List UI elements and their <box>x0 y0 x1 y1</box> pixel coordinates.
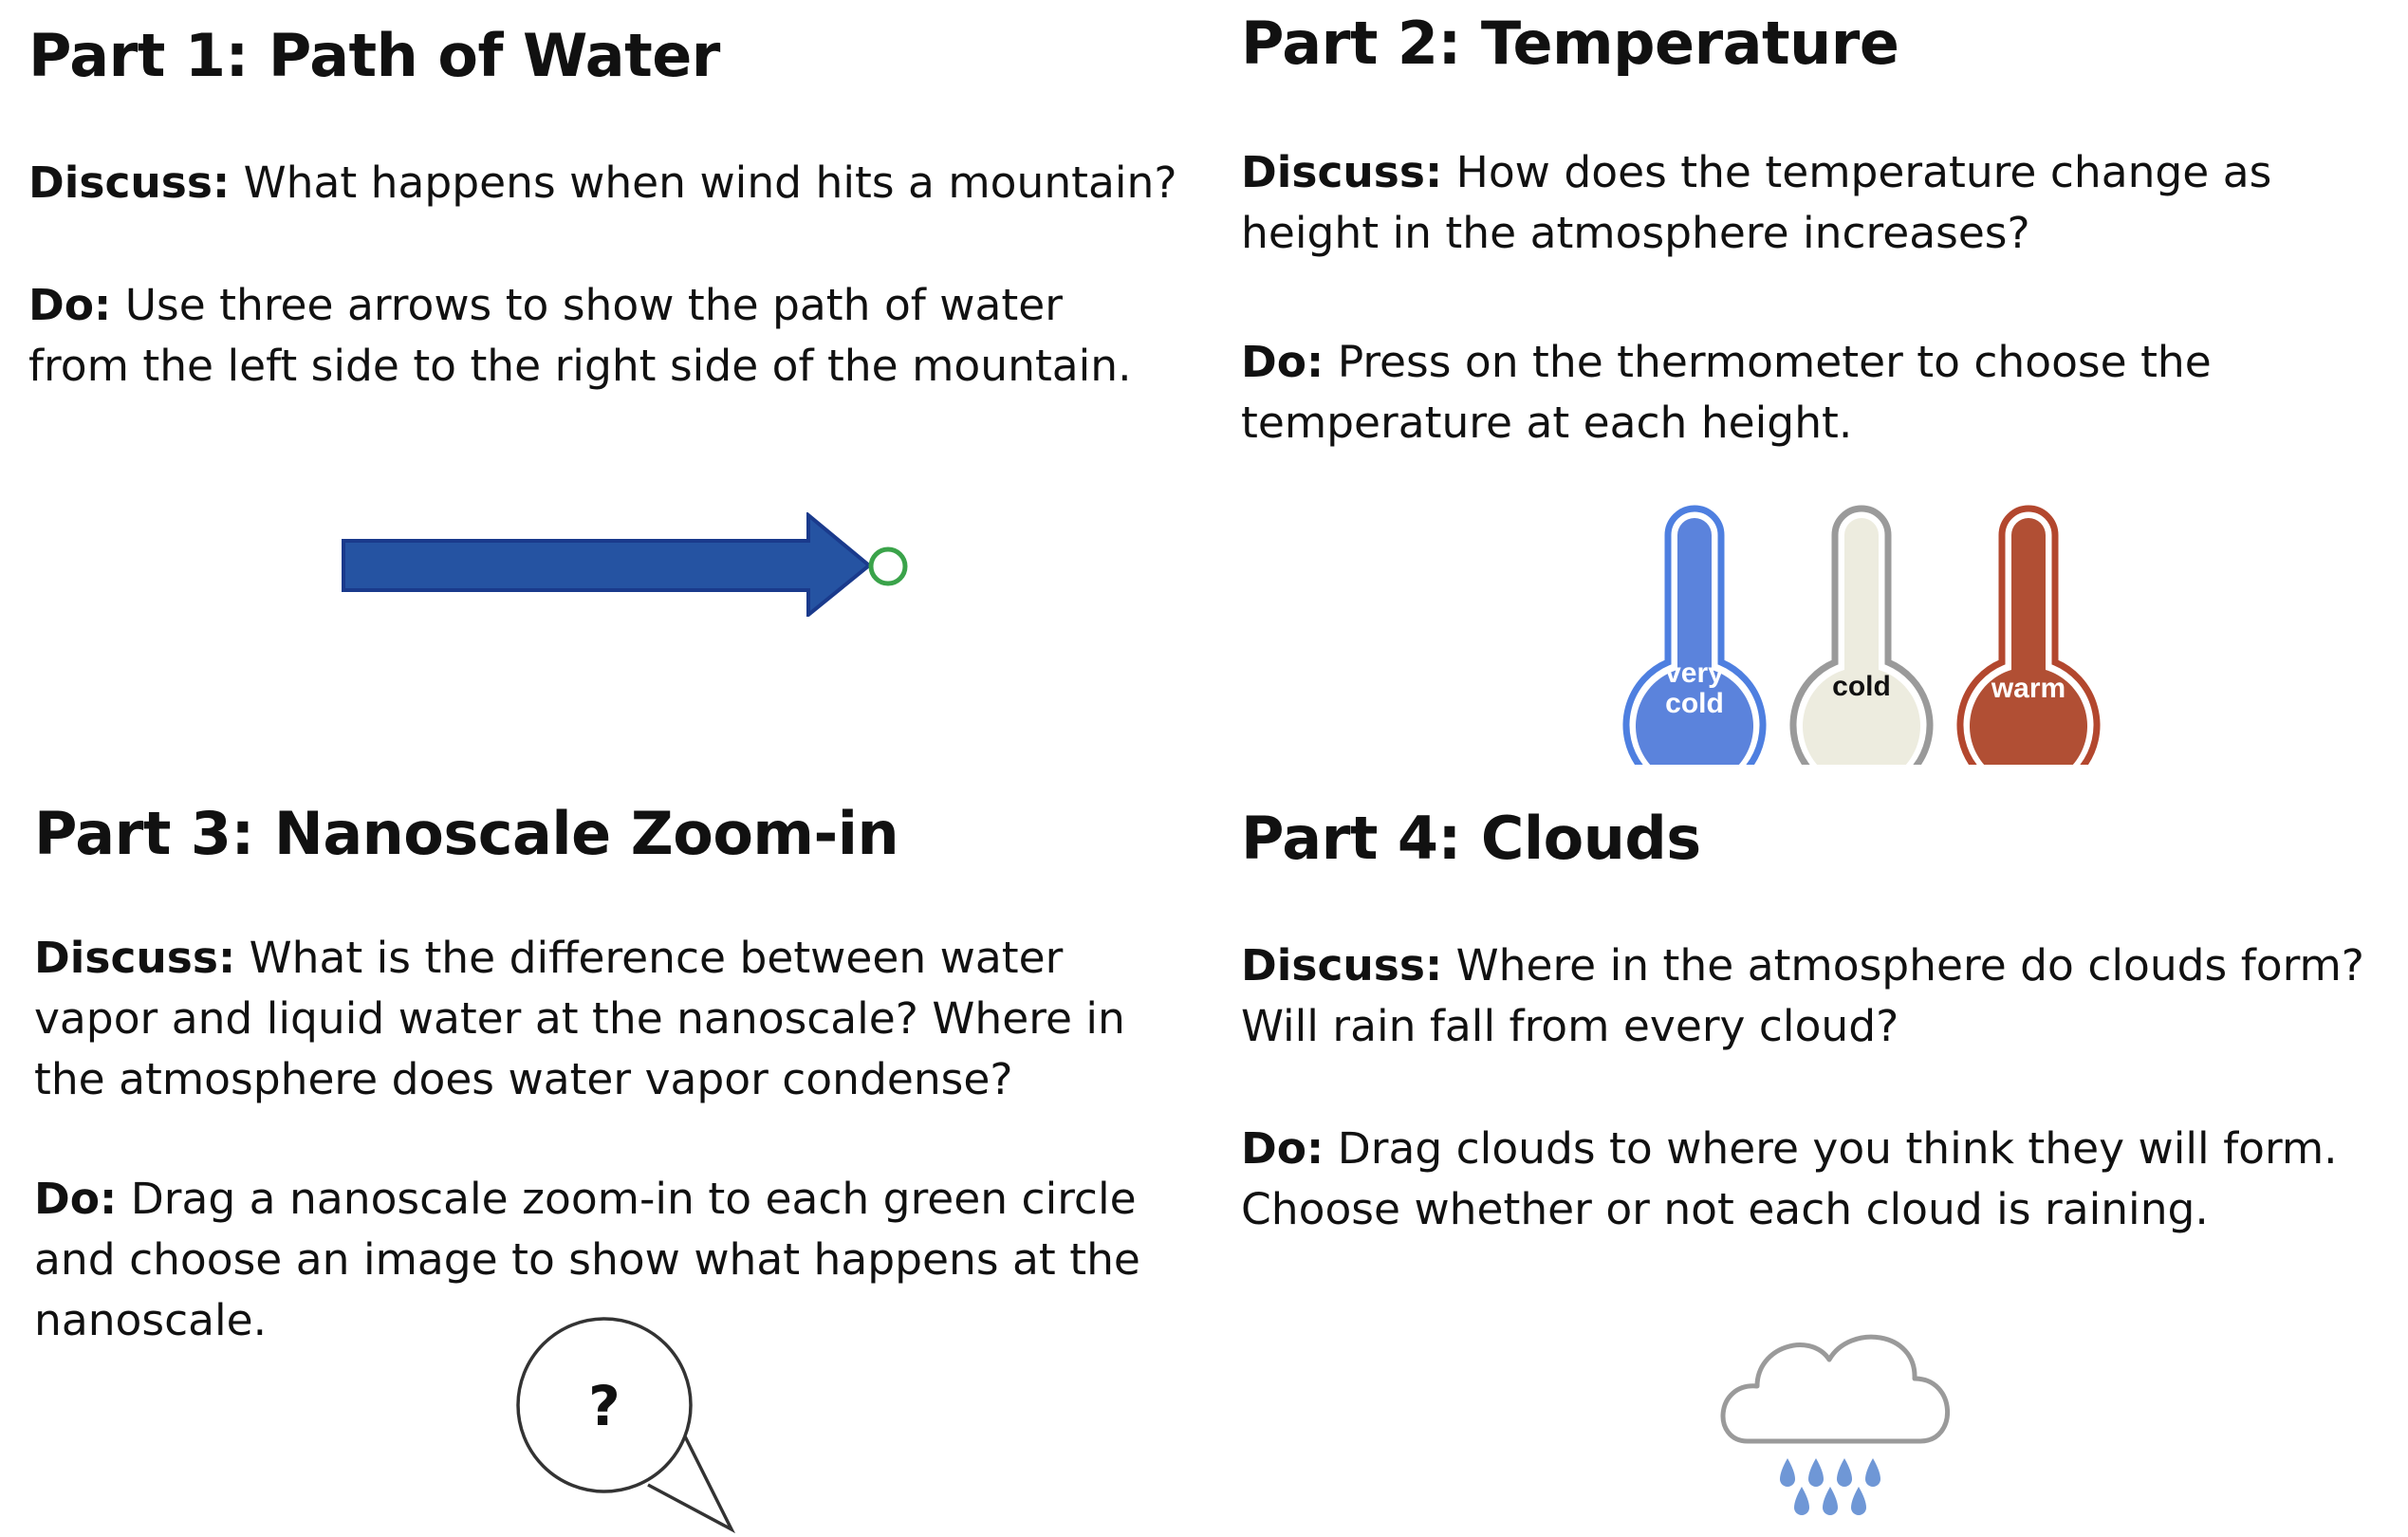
part3-do-line1: Drag a nanoscale zoom-in to each green circle <box>117 1174 1137 1224</box>
part4-discuss-line1: Where in the atmosphere do clouds form? <box>1442 940 2364 991</box>
part4-do-line2: Choose whether or not each cloud is raining. <box>1241 1184 2209 1234</box>
part3-title: Part 3: Nanoscale Zoom-in <box>34 799 899 868</box>
part2-discuss-line1: How does the temperature change as <box>1442 147 2272 197</box>
part4-title: Part 4: Clouds <box>1241 804 1701 873</box>
part4-discuss-label: Discuss: <box>1241 940 1443 991</box>
part3-discuss-line1: What is the difference between water <box>235 933 1064 983</box>
part4-do-line1: Drag clouds to where you think they will form. <box>1324 1123 2338 1174</box>
part4-discuss-line2: Will rain fall from every cloud? <box>1241 1001 1899 1051</box>
part2-do-line2: temperature at each height. <box>1241 398 1853 448</box>
part1-title: Part 1: Path of Water <box>28 21 720 90</box>
part1-discuss-text: What happens when wind hits a mountain? <box>230 157 1177 208</box>
thermometer-icon[interactable] <box>1954 484 2102 765</box>
part1-do-line1: Use three arrows to show the path of water <box>111 280 1063 330</box>
part3-do-line2: and choose an image to show what happens at the <box>34 1234 1140 1285</box>
part3-discuss-label: Discuss: <box>34 933 236 983</box>
part2-discuss <box>1241 142 2271 264</box>
zoom-question-mark: ? <box>588 1374 621 1438</box>
thermometer-label-warm: warm <box>1991 673 2066 704</box>
part1-discuss <box>28 153 1177 213</box>
part1-do <box>28 275 1132 397</box>
part4-discuss <box>1241 935 2364 1057</box>
thermometer-label-cold: cold <box>1832 671 1891 702</box>
arrow-rotate-handle[interactable] <box>871 549 905 583</box>
part2-do-label: Do: <box>1241 337 1324 387</box>
thermometer-icon[interactable] <box>1621 484 1769 765</box>
part4-do-label: Do: <box>1241 1123 1324 1174</box>
part1-discuss-label: Discuss: <box>28 157 231 208</box>
thermometer-icon[interactable] <box>1787 484 1936 765</box>
part2-discuss-label: Discuss: <box>1241 147 1443 197</box>
part4-do <box>1241 1119 2338 1240</box>
right-arrow-icon[interactable] <box>332 512 920 617</box>
part2-title: Part 2: Temperature <box>1241 9 1899 78</box>
part3-do-line3: nanoscale. <box>34 1295 268 1345</box>
part1-do-label: Do: <box>28 280 112 330</box>
part2-do-line1: Press on the thermometer to choose the <box>1324 337 2212 387</box>
raindrops <box>1780 1458 1880 1515</box>
part3-do-label: Do: <box>34 1174 118 1224</box>
part3-discuss <box>34 928 1125 1110</box>
part3-discuss-line2: vapor and liquid water at the nanoscale? Where in <box>34 993 1125 1044</box>
rain-cloud-icon[interactable] <box>1719 1314 1966 1528</box>
part2-do <box>1241 332 2212 454</box>
part3-discuss-line3: the atmosphere does water vapor condense? <box>34 1054 1013 1104</box>
magnifier-bubble-icon[interactable] <box>503 1314 750 1537</box>
part2-discuss-line2: height in the atmosphere increases? <box>1241 208 2030 258</box>
part1-do-line2: from the left side to the right side of the mountain. <box>28 341 1132 391</box>
thermometer-label-cold: cold <box>1665 688 1724 719</box>
thermometer-label-very: very <box>1665 657 1724 689</box>
